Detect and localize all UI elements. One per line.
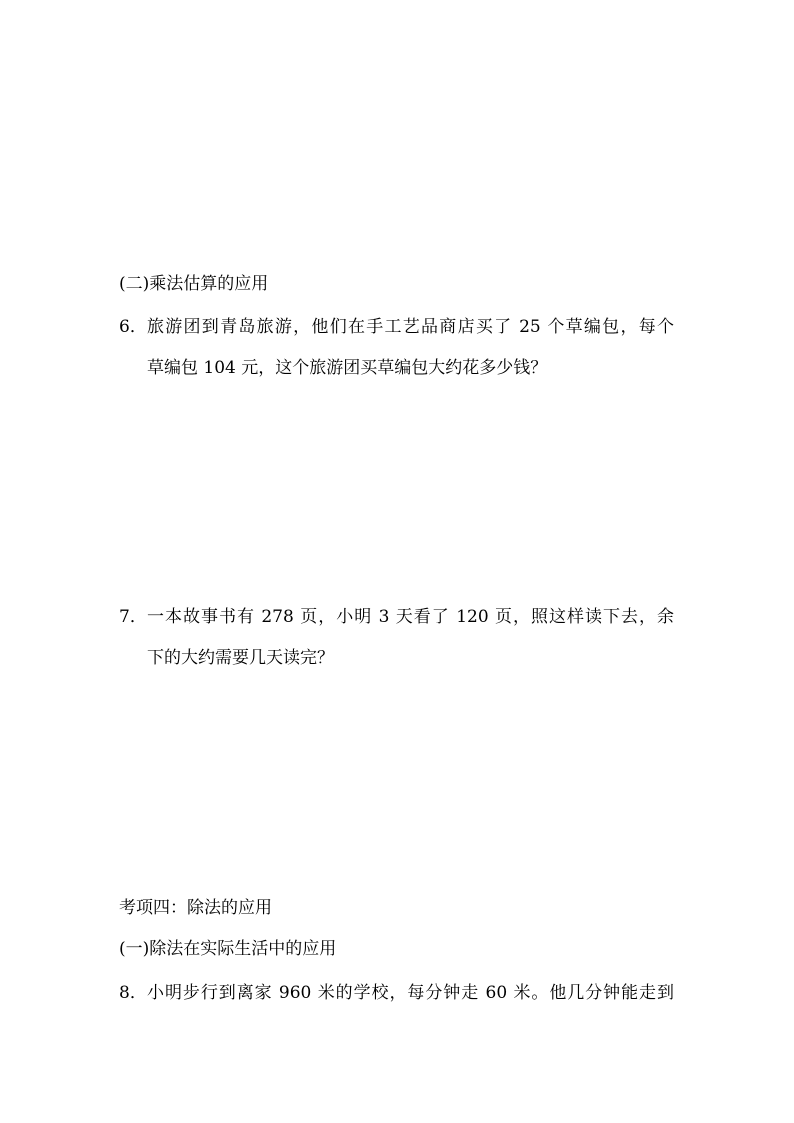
section-heading-division-real-life: (一)除法在实际生活中的应用 [119, 939, 337, 959]
question-6-text-line-1 [147, 316, 674, 338]
question-7-text-line-2: 下的大约需要几天读完？ [147, 648, 334, 668]
question-8-text-line-1 [147, 982, 674, 1004]
section-heading-multiplication-estimation: (二)乘法估算的应用 [119, 274, 269, 294]
topic-4-heading: 考项四：除法的应用 [119, 898, 272, 918]
question-7-text-line-1-content: 一本故事书有 278 页，小明 3 天看了 120 页，照这样读下去，余 [147, 607, 674, 627]
question-6-text-line-2: 草编包 104 元，这个旅游团买草编包大约花多少钱？ [147, 358, 548, 378]
question-6-text-line-1-content: 旅游团到青岛旅游，他们在手工艺品商店买了 25 个草编包，每个 [147, 317, 674, 337]
question-8-text-line-1-content: 小明步行到离家 960 米的学校，每分钟走 60 米。他几分钟能走到 [147, 983, 674, 1003]
question-6-number: 6． [119, 317, 147, 337]
question-8-number: 8． [119, 983, 147, 1003]
question-7-text-line-1 [147, 606, 674, 628]
question-7-number: 7． [119, 607, 147, 627]
